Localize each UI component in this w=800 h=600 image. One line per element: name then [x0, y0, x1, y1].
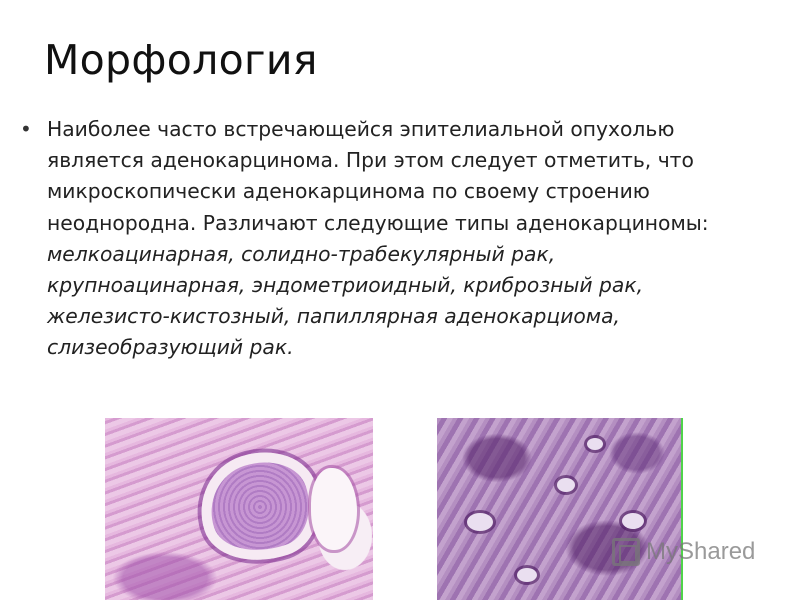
watermark-text: MyShared: [646, 538, 756, 565]
bullet-dot: •: [20, 117, 32, 141]
lumen: [467, 513, 493, 531]
histology-image-right: [437, 418, 683, 600]
lumen: [517, 568, 537, 582]
bullet-text-italic: мелкоацинарная, солидно-трабекулярный рак, крупноацинарная, эндометриоидный, криброзный рак, железисто-кистозный, папиллярная аденокарциома, слизеобразующий рак.: [47, 241, 644, 360]
lumen: [557, 478, 575, 492]
watermark: [612, 538, 755, 566]
presentation-icon: [612, 538, 640, 566]
bullet-text: [47, 114, 730, 364]
bullet-text-regular: Наиболее часто встречающейся эпителиальной опухолью является аденокарцинома. При этом следует отметить, что микроскопически аденокарцинома по своему строению неоднородна. Различают следующие типы аденокарциномы:: [47, 117, 709, 235]
lumen: [587, 438, 603, 450]
slide-title: Морфология: [44, 36, 318, 84]
bullet-item: [20, 114, 730, 364]
lumen-space: [311, 468, 357, 550]
lumen: [622, 513, 644, 529]
histology-image-left: [105, 418, 373, 600]
